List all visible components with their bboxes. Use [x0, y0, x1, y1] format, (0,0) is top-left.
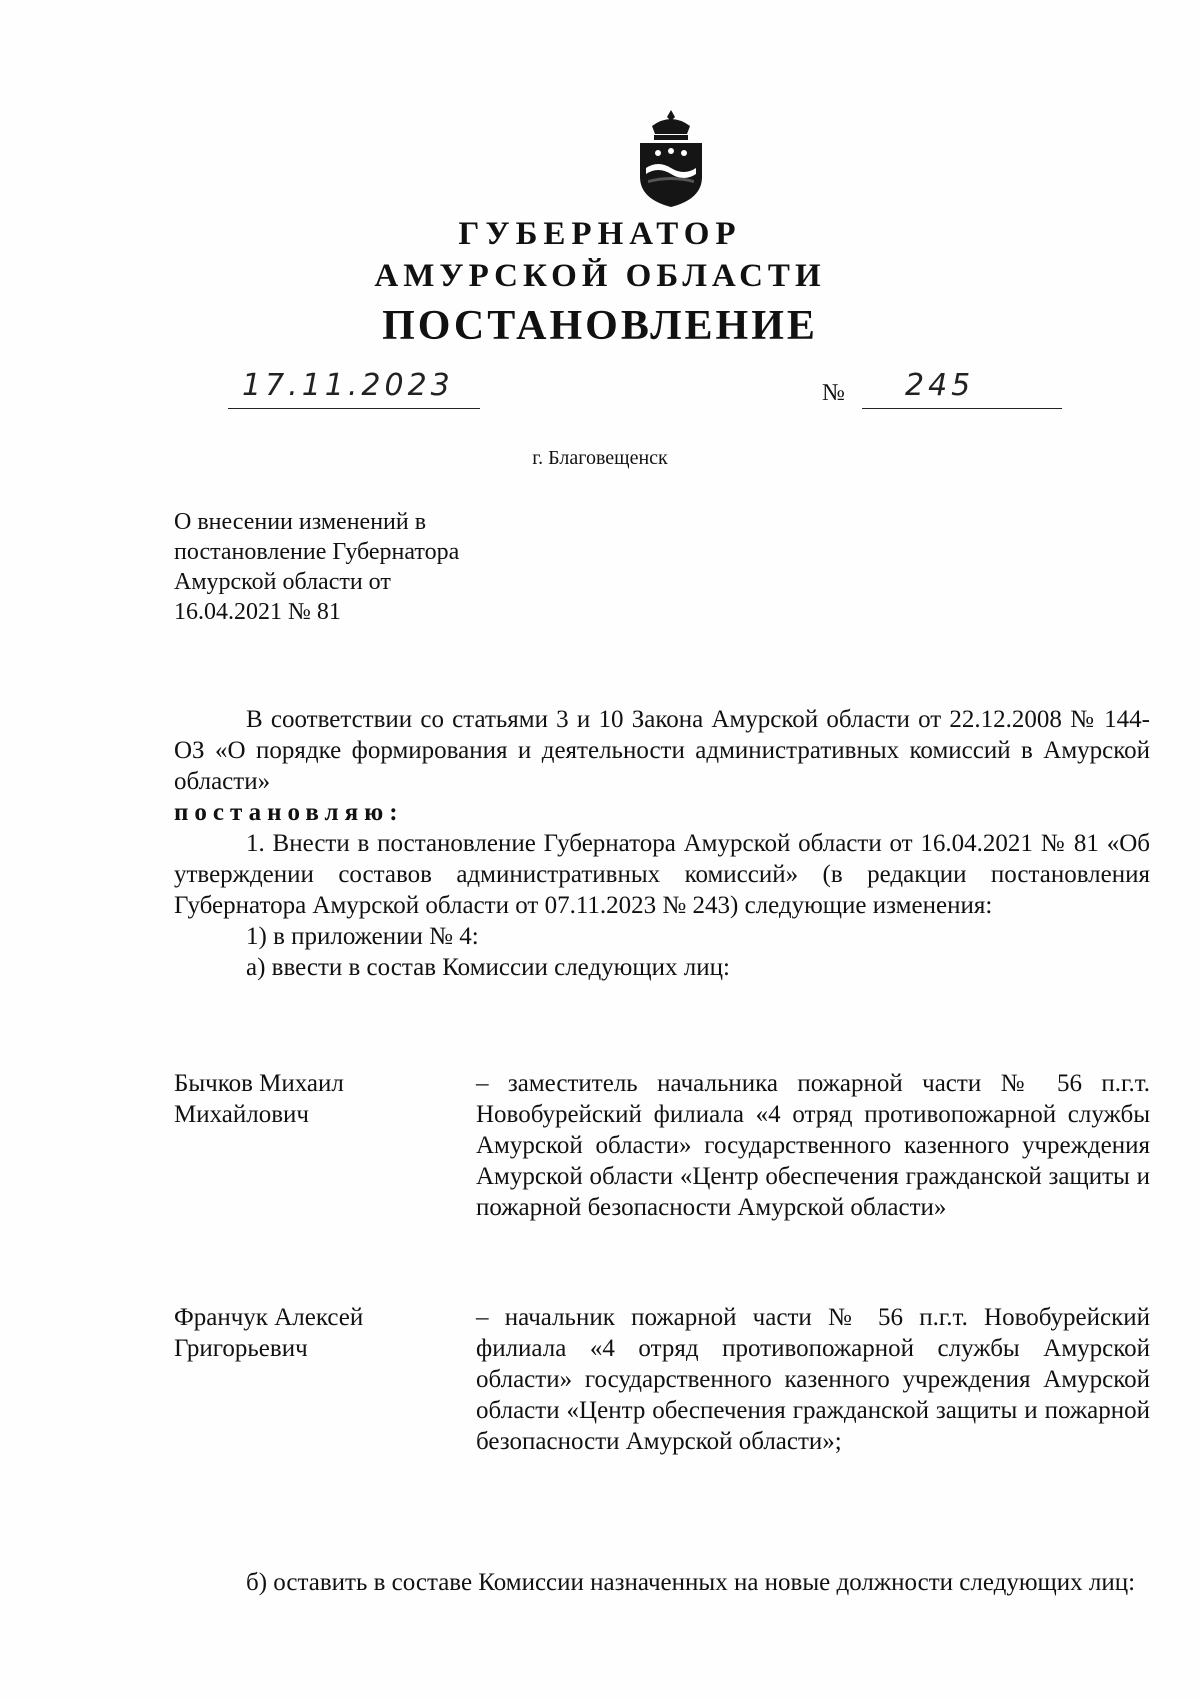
preamble-paragraph: В соответствии со статьями 3 и 10 Закона Амурской области от 22.12.2008 № 144-ОЗ «О порядке формирования и деятельности административных комиссий в Амурской области»	[174, 706, 1150, 795]
tail-block	[174, 1567, 1150, 1598]
subitem-1-paragraph: 1) в приложении № 4:	[246, 923, 479, 950]
authority-line-1: ГУБЕРНАТОР	[458, 216, 742, 252]
subject-line: О внесении изменений в	[174, 509, 427, 535]
member-name	[174, 1068, 414, 1130]
decree-body	[174, 704, 1150, 983]
member-position: – начальник пожарной части № 56 п.г.т. Новобурейский филиала «4 отряд противопожарной службы Амурской области» государственного казенного учреждения Амурской области «Центр обеспечения гражданской защиты и пожарной безопасности Амурской области»;	[476, 1304, 1150, 1455]
item-1-paragraph: 1. Внести в постановление Губернатора Амурской области от 16.04.2021 № 81 «Об утверждении составов административных комиссий» (в редакции постановления Губернатора Амурской области от 07.11.2023 № 243) следующие изменения:	[174, 830, 1150, 919]
document-type-title: ПОСТАНОВЛЕНИЕ	[382, 303, 818, 349]
subject-line: постановление Губернатора	[174, 539, 460, 565]
member-name-line: Франчук Алексей	[174, 1304, 364, 1331]
number-sign: №	[822, 380, 845, 406]
member-name-line: Бычков Михаил	[174, 1070, 344, 1097]
member-name-line: Григорьевич	[174, 1335, 308, 1362]
coat-of-arms-icon	[630, 108, 712, 210]
member-name	[174, 1302, 414, 1364]
subitem-1b-paragraph: б) оставить в составе Комиссии назначенных на новые должности следующих лиц:	[246, 1569, 1136, 1596]
subject-block	[174, 507, 574, 627]
handwritten-number: 245	[905, 368, 975, 403]
city-label: г. Благовещенск	[532, 447, 668, 469]
decree-word: постановляю:	[174, 799, 404, 826]
authority-line-2: АМУРСКОЙ ОБЛАСТИ	[374, 258, 826, 294]
subject-line: 16.04.2021 № 81	[174, 599, 341, 625]
number-underline	[862, 408, 1062, 409]
handwritten-date: 17.11.2023	[242, 368, 454, 403]
member-name-line: Михайлович	[174, 1101, 309, 1128]
subitem-1a-paragraph: а) ввести в состав Комиссии следующих лиц:	[246, 954, 730, 981]
subject-line: Амурской области от	[174, 569, 391, 595]
member-position: – заместитель начальника пожарной части № 56 п.г.т. Новобурейский филиала «4 отряд противопожарной службы Амурской области» государственного казенного учреждения Амурской области «Центр обеспечения гражданской защиты и пожарной безопасности Амурской области»	[476, 1070, 1150, 1221]
date-underline	[228, 408, 480, 409]
